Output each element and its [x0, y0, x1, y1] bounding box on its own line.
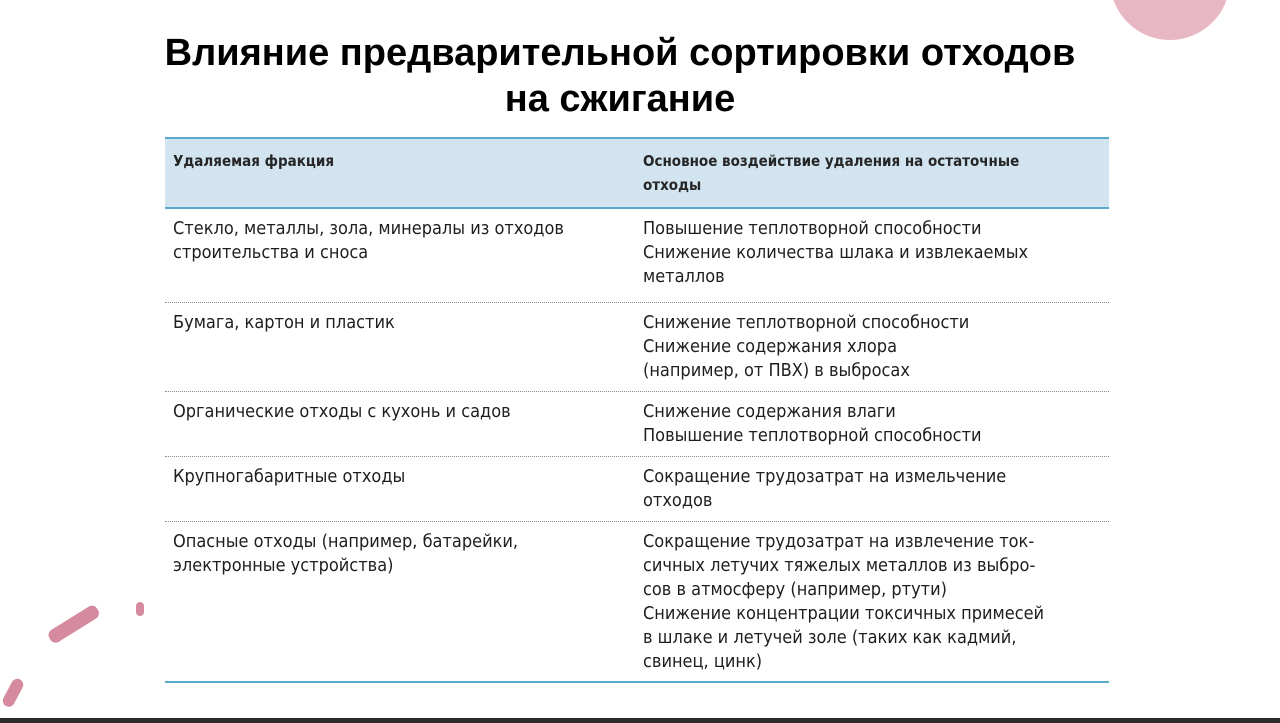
- header-cell-fraction: [165, 139, 643, 207]
- slide-title: [0, 30, 1240, 122]
- cell-line: сов в атмосферу (например, ртути): [643, 579, 947, 600]
- table-row: [165, 303, 1109, 392]
- cell-line: Органические отходы с кухонь и садов: [173, 401, 511, 422]
- fraction-cell: [165, 209, 643, 302]
- cell-line: электронные устройства): [173, 555, 394, 576]
- cell-line: в шлаке и летучей золе (таких как кадмий,: [643, 627, 1017, 648]
- decorative-dash: [46, 603, 101, 645]
- table-row: [165, 209, 1109, 303]
- bottom-edge-band: [0, 718, 1280, 723]
- effect-cell: [643, 522, 1109, 681]
- table-row: [165, 522, 1109, 681]
- cell-line: Сокращение трудозатрат на извлечение ток-: [643, 531, 1035, 552]
- effect-cell: [643, 457, 1109, 521]
- table-row: [165, 457, 1109, 522]
- fraction-cell: [165, 457, 643, 521]
- cell-line: свинец, цинк): [643, 651, 763, 672]
- cell-line: Повышение теплотворной способности: [643, 425, 982, 446]
- cell-line: Снижение концентрации токсичных примесей: [643, 603, 1045, 624]
- cell-line: Крупногабаритные отходы: [173, 466, 406, 487]
- cell-line: отходов: [643, 490, 713, 511]
- cell-line: Опасные отходы (например, батарейки,: [173, 531, 519, 552]
- header-label: Удаляемая фракция: [173, 152, 335, 170]
- decorative-dot: [136, 602, 144, 616]
- header-label: Основное воздействие удаления на остаточные: [643, 152, 1020, 170]
- cell-line: Снижение содержания хлора: [643, 336, 898, 357]
- cell-line: Повышение теплотворной способности: [643, 218, 982, 239]
- cell-line: Снижение количества шлака и извлекаемых: [643, 242, 1029, 263]
- cell-line: Бумага, картон и пластик: [173, 312, 395, 333]
- cell-line: металлов: [643, 266, 725, 287]
- table-row: [165, 392, 1109, 457]
- decorative-dash: [1, 677, 26, 709]
- header-cell-effect: [643, 139, 1109, 207]
- sorting-effects-table: [165, 137, 1109, 683]
- slide-title-line: на сжигание: [504, 78, 736, 120]
- table-header: [165, 139, 1109, 209]
- cell-line: Сокращение трудозатрат на измельчение: [643, 466, 1007, 487]
- cell-line: Снижение теплотворной способности: [643, 312, 970, 333]
- cell-line: строительства и сноса: [173, 242, 369, 263]
- header-label: отходы: [643, 176, 702, 194]
- cell-line: сичных летучих тяжелых металлов из выбро-: [643, 555, 1036, 576]
- fraction-cell: [165, 303, 643, 391]
- effect-cell: [643, 209, 1109, 302]
- slide-title-line: Влияние предварительной сортировки отходов: [164, 32, 1076, 74]
- effect-cell: [643, 303, 1109, 391]
- fraction-cell: [165, 522, 643, 681]
- cell-line: Снижение содержания влаги: [643, 401, 896, 422]
- fraction-cell: [165, 392, 643, 456]
- cell-line: (например, от ПВХ) в выбросах: [643, 360, 910, 381]
- cell-line: Стекло, металлы, зола, минералы из отходов: [173, 218, 564, 239]
- effect-cell: [643, 392, 1109, 456]
